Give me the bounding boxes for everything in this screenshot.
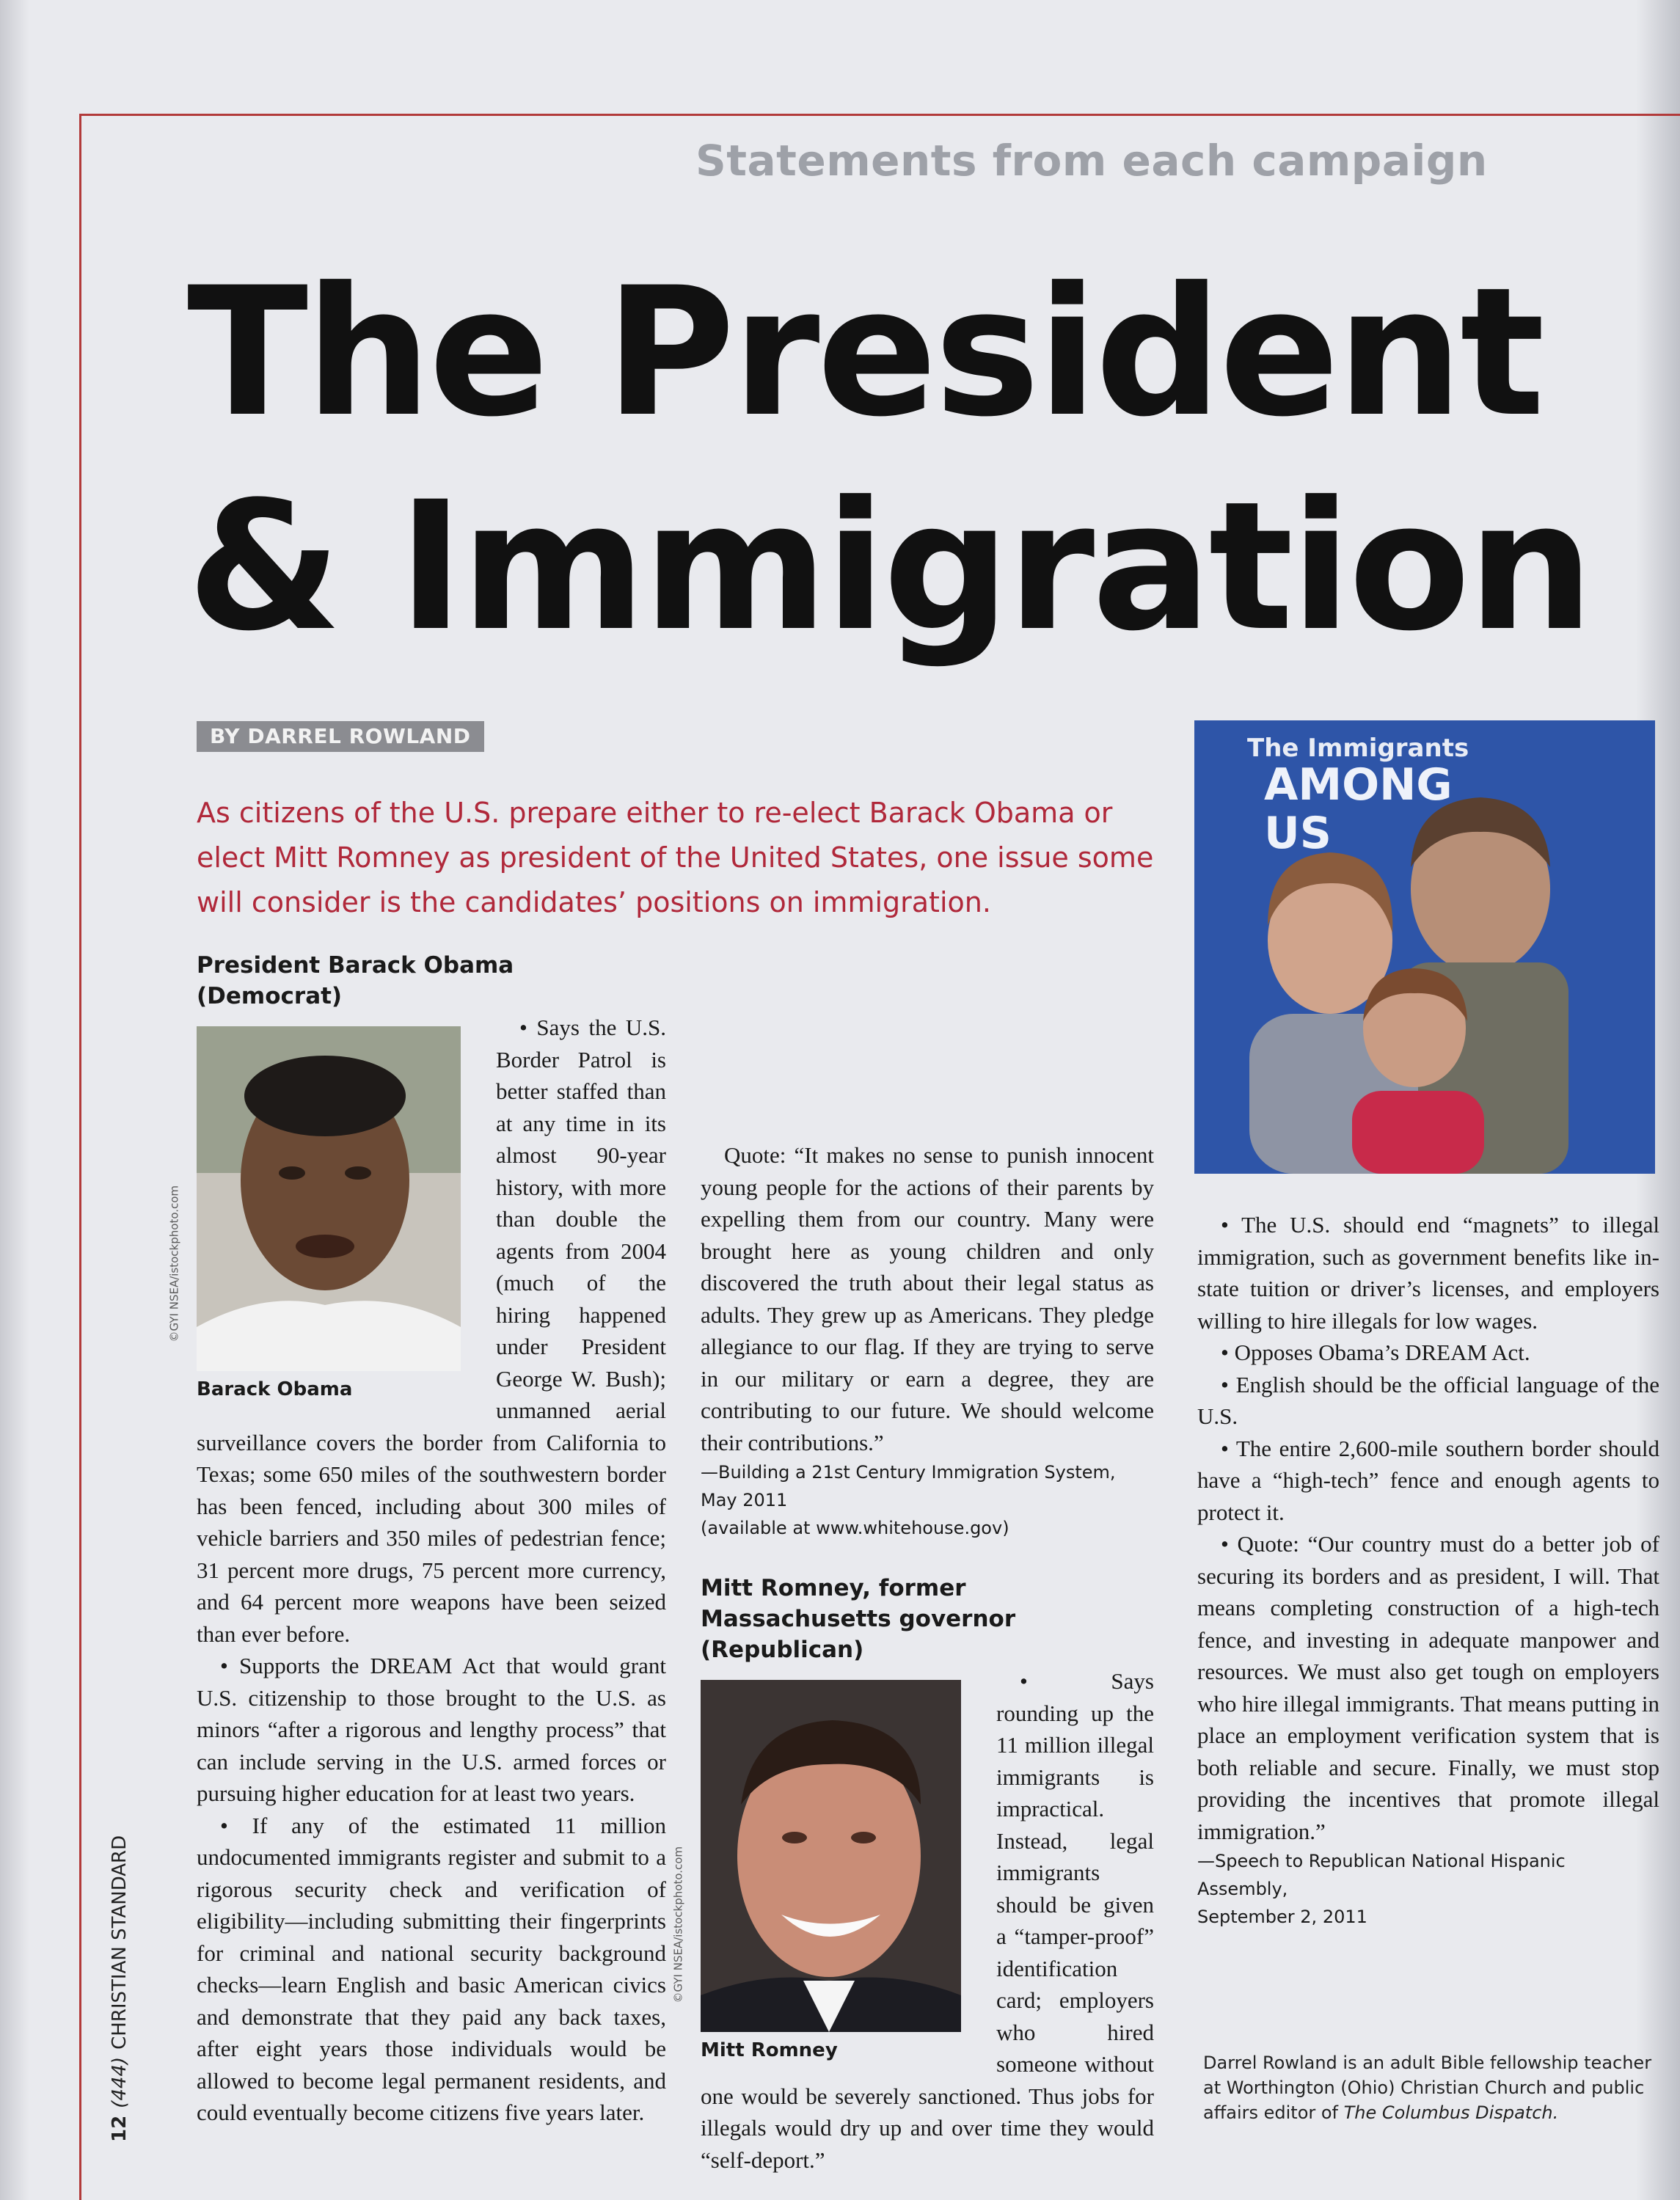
romney-point-2: • The U.S. should end “magnets” to illegal immigration, such as government benefits like in-state tuition or driver’s licenses, and employers willing to hire illegals for low wages. (1197, 1212, 1659, 1334)
author-bio-text: Darrel Rowland is an adult Bible fellowship teacher at Worthington (Ohio) Christian Church and public affairs editor of (1203, 2053, 1652, 2123)
issue-number: (444) (109, 2056, 131, 2108)
page-number: 12 (109, 2115, 131, 2142)
obama-photo-credit: ©GYI NSEA/istockphoto.com (167, 1185, 181, 1342)
page-folio (109, 1835, 131, 2142)
romney-heading: Mitt Romney, former Massachusetts governor (Republican) (701, 1575, 1016, 1663)
obama-caption: Barack Obama (197, 1378, 353, 1400)
romney-caption: Mitt Romney (701, 2039, 838, 2061)
obama-portrait-image (197, 1026, 461, 1371)
romney-point-3: • Opposes Obama’s DREAM Act. (1221, 1340, 1530, 1365)
column-1 (167, 950, 666, 2129)
obama-heading: President Barack Obama (Democrat) (197, 952, 514, 1009)
page-edge-left (0, 0, 29, 2200)
romney-point-4: • English should be the official language of the U.S. (1197, 1371, 1659, 1429)
author-bio-publication: The Columbus Dispatch. (1343, 2102, 1559, 2123)
book-title-line-1: AMONG (1264, 759, 1453, 811)
book-cover-title (1264, 761, 1453, 858)
romney-source-2: September 2, 2011 (1197, 1907, 1367, 1927)
obama-source-2: (available at www.whitehouse.gov) (701, 1518, 1009, 1538)
romney-source-1: —Speech to Republican National Hispanic Assembly, (1197, 1851, 1566, 1899)
byline: BY DARREL ROWLAND (197, 721, 484, 752)
author-bio (1203, 2050, 1665, 2125)
obama-source-1: —Building a 21st Century Immigration System, May 2011 (701, 1462, 1116, 1510)
romney-point-1: • Says rounding up the 11 million illegal immigrants is impractical. Instead, legal immigrants should be given a “tamper-proof” identification card; employers who hired someone without one would be severely sanctioned. Thus jobs for illegals would dry up and over time they would “self-deport.” (701, 1668, 1154, 2173)
book-title-line-2: US (1264, 808, 1332, 859)
romney-photo-credit: ©GYI NSEA/istockphoto.com (671, 1846, 685, 2003)
magazine-name: CHRISTIAN STANDARD (109, 1835, 131, 2050)
romney-point-5: • The entire 2,600-mile southern border should have a “high-tech” fence and enough agents to protect it. (1197, 1435, 1659, 1525)
column-3 (1197, 1209, 1659, 1931)
obama-figure (167, 1012, 478, 1403)
headline-line-1: The President (187, 249, 1542, 456)
romney-figure (671, 1665, 979, 2064)
obama-point-3: • If any of the estimated 11 million undocumented immigrants register and submit to a rigorous security check and verification of eligibility—including submitting their fingerprints for criminal and national security background checks—learn English and basic American civics and demonstrate that they paid any back taxes, after eight years those individuals would be allowed to become legal permanent residents, and could eventually become citizens five years later. (197, 1812, 666, 2125)
romney-quote: • Quote: “Our country must do a better job of securing its borders and as president, I will. That means completing construction of a high-tech fence, and investing in adequate manpower and resources. We must also get tough on employers who hire illegal immigrants. That means putting in place an employment verification system that is both reliable and secure. Finally, we must stop providing the incentives that promote illegal immigration.” (1197, 1531, 1659, 1844)
romney-portrait-image (701, 1680, 961, 2032)
romney-photo (671, 1680, 961, 2032)
obama-point-1: • Says the U.S. Border Patrol is better staffed than at any time in its almost 90-year history, with more than double the agents from 2004 (much of the hiring happened under President George W. Bush); unmanned aerial surveillance covers the border from California to Texas; some 650 miles of the southwestern border has been fenced, including about 300 miles of vehicle barriers and 350 miles of pedestrian fence; 31 percent more drugs, 75 percent more currency, and 64 percent more weapons have been seized than ever before. (197, 1015, 666, 1647)
headline-line-2: & Immigration (187, 464, 1591, 670)
column-2 (671, 1139, 1154, 2176)
deck: As citizens of the U.S. prepare either to re-elect Barack Obama or elect Mitt Romney as president of the United States, one issue some will consider is the candidates’ positions on immigration. (197, 797, 1154, 918)
obama-photo (167, 1026, 461, 1371)
obama-point-2: • Supports the DREAM Act that would grant U.S. citizenship to those brought to the U.S. as minors “after a rigorous and lengthy process” that can include serving in the U.S. armed forces or pursuing higher education for at least two years. (197, 1653, 666, 1806)
headline (187, 246, 1618, 674)
obama-quote: Quote: “It makes no sense to punish innocent young people for the actions of their parents by expelling them from our country. Many were brought here as young children and only discovered the truth about their legal status as adults. They grew up as Americans. They pledge allegiance to our flag. If they are trying to serve in our military or earn a degree, they are contributing to our future. We should welcome their contributions.” (701, 1142, 1154, 1455)
book-cover-top-text: The Immigrants (1247, 734, 1469, 763)
kicker: Statements from each campaign (695, 136, 1488, 186)
book-cover (1194, 720, 1655, 1174)
